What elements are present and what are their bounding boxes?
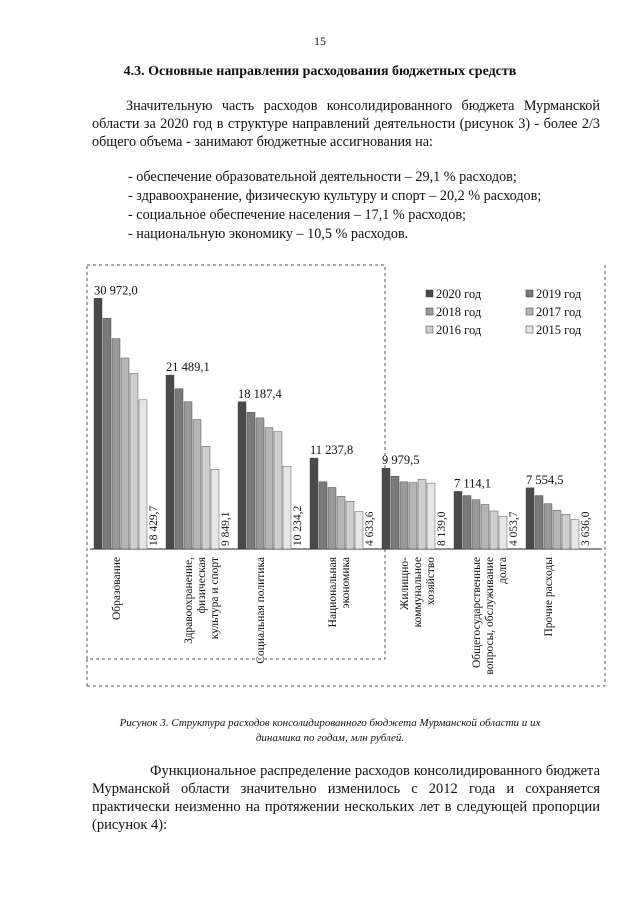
bar (166, 375, 174, 549)
bar (409, 483, 417, 549)
category-label (111, 557, 123, 620)
bar (94, 298, 102, 549)
bar (454, 491, 462, 549)
data-label-2015: 4 633,6 (364, 511, 376, 546)
bar (193, 420, 201, 550)
category-label-line: Жилищно- (399, 557, 411, 610)
bar (121, 358, 129, 549)
legend-swatch (526, 290, 533, 297)
bar (103, 318, 111, 549)
legend-label: 2016 год (436, 323, 482, 337)
bar (418, 479, 426, 549)
bar (535, 496, 543, 549)
list-item: - обеспечение образовательной деятельности – 29,1 % расходов; (128, 169, 517, 185)
bar (463, 496, 471, 549)
category-label-line: физическая (196, 557, 208, 614)
category-label-line: культура и спорт (209, 557, 221, 640)
category-label-line: экономика (340, 557, 352, 609)
legend-swatch (426, 326, 433, 333)
category-label (183, 556, 221, 644)
category-label (471, 557, 509, 675)
data-label-2015: 18 429,7 (148, 505, 160, 546)
bar (481, 504, 489, 549)
intro-paragraph: Значительную часть расходов консолидированного бюджета Мурманской области за 2020 год в структуре направлений деятельности (рисунок 3) - более 2/3 общего объема - занимают бюджетные ассигнования на: (92, 98, 600, 150)
list-item: - социальное обеспечение населения – 17,1 % расходов; (128, 207, 466, 223)
legend-swatch (426, 308, 433, 315)
data-label-2020: 11 237,8 (310, 443, 354, 458)
expenditure-chart (86, 262, 606, 692)
category-label-line: вопросы, обслуживание (484, 557, 496, 675)
bar (283, 466, 291, 549)
bar (472, 500, 480, 549)
category-label-line: Здравоохранение, (183, 557, 195, 644)
category-label-line: Образование (111, 557, 123, 621)
bar (490, 511, 498, 549)
legend-label: 2018 год (436, 305, 482, 319)
legend-label: 2020 год (436, 287, 482, 301)
data-label-2015: 4 053,7 (508, 511, 520, 546)
bar (256, 418, 264, 549)
bar (175, 389, 183, 549)
bar (562, 514, 570, 549)
bar (427, 483, 435, 549)
bar (139, 400, 147, 549)
category-label (327, 556, 352, 627)
bar (553, 510, 561, 549)
figure-caption: Рисунок 3. Структура расходов консолидированного бюджета Мурманской области и их динамика по годам, млн рублей. (119, 717, 541, 744)
bar (355, 511, 363, 549)
category-label-line: Общегосударственные (471, 557, 483, 669)
data-label-2015: 3 636,0 (580, 511, 592, 546)
bar (112, 339, 120, 549)
bar (202, 446, 210, 549)
bar (274, 432, 282, 549)
data-label-2015: 8 139,0 (436, 511, 448, 546)
legend-swatch (526, 308, 533, 315)
bar (130, 373, 138, 549)
bar (382, 468, 390, 549)
category-label-line: хозяйство (425, 557, 437, 606)
bar (238, 402, 246, 549)
data-label-2015: 10 234,2 (292, 505, 304, 546)
category-label (543, 557, 555, 637)
category-label-line: коммунальное (412, 557, 424, 628)
category-label-line: долга (497, 557, 509, 585)
bar (526, 488, 534, 549)
expense-list (128, 168, 608, 244)
bar (391, 476, 399, 549)
data-label-2020: 7 114,1 (454, 476, 492, 491)
bar (337, 496, 345, 549)
bar (346, 501, 354, 549)
legend-label: 2019 год (536, 287, 582, 301)
data-label-2020: 9 979,5 (382, 453, 420, 468)
category-label-line: Национальная (327, 557, 339, 628)
bar (400, 482, 408, 549)
data-label-2020: 30 972,0 (94, 283, 138, 298)
bar (184, 402, 192, 549)
page-number: 15 (314, 34, 326, 48)
list-item: - здравоохранение, физическую культуру и спорт – 20,2 % расходов; (128, 188, 542, 204)
bar (319, 482, 327, 549)
category-label (399, 557, 437, 628)
bar (247, 412, 255, 549)
category-label (255, 557, 267, 664)
bar (265, 428, 273, 549)
bar (544, 504, 552, 549)
bar (211, 469, 219, 549)
category-label-line: Социальная политика (255, 557, 267, 664)
section-title: 4.3. Основные направления расходования бюджетных средств (123, 64, 517, 79)
bar (571, 520, 579, 549)
category-label-line: Прочие расходы (543, 557, 555, 637)
bar (499, 516, 507, 549)
data-label-2015: 9 849,1 (220, 511, 232, 546)
legend-swatch (426, 290, 433, 297)
data-label-2020: 18 187,4 (238, 386, 282, 401)
list-item: - национальную экономику – 10,5 % расходов. (128, 226, 409, 242)
bar (328, 487, 336, 549)
chart-svg (86, 262, 606, 692)
closing-paragraph: Функциональное распределение расходов консолидированного бюджета Мурманской области значительно изменилось с 2012 года и сохраняется практически неизменно на протяжении нескольких лет в следующей пропорции (рисунок 4): (92, 763, 600, 833)
legend-swatch (526, 326, 533, 333)
legend-label: 2017 год (536, 305, 582, 319)
data-label-2020: 7 554,5 (526, 472, 564, 487)
bar (310, 458, 318, 549)
data-label-2020: 21 489,1 (166, 360, 210, 375)
legend-label: 2015 год (536, 323, 582, 337)
